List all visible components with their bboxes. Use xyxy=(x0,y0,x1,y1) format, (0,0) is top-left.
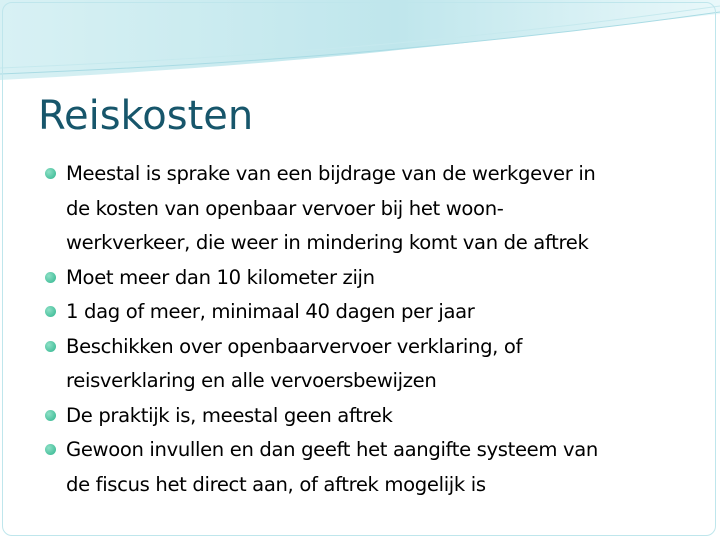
bullet-item xyxy=(42,330,682,399)
bullet-icon xyxy=(45,341,56,352)
bullet-icon xyxy=(45,410,56,421)
bullet-line: werkverkeer, die weer in mindering komt van de aftrek xyxy=(66,231,589,254)
bullet-item xyxy=(42,295,682,330)
bullet-item xyxy=(42,261,682,296)
bullet-icon xyxy=(45,444,56,455)
bullet-icon xyxy=(45,272,56,283)
bullet-line: De praktijk is, meestal geen aftrek xyxy=(66,403,393,427)
bullet-line: de fiscus het direct aan, of aftrek mogelijk is xyxy=(66,472,486,496)
bullet-icon xyxy=(45,306,56,317)
bullet-icon xyxy=(45,168,56,179)
bullet-item xyxy=(42,157,682,261)
bullet-line: reisverklaring en alle vervoersbewijzen xyxy=(66,369,437,392)
bullet-line: de kosten van openbaar vervoer bij het woon- xyxy=(66,196,504,220)
bullet-item xyxy=(42,433,682,502)
bullet-list xyxy=(42,157,682,502)
bullet-item xyxy=(42,399,682,434)
bullet-line: Gewoon invullen en dan geeft het aangifte systeem van xyxy=(66,438,598,461)
bullet-line: 1 dag of meer, minimaal 40 dagen per jaar xyxy=(66,300,475,323)
bullet-line: Moet meer dan 10 kilometer zijn xyxy=(66,265,375,289)
slide-title: Reiskosten xyxy=(38,93,254,139)
bullet-line: Meestal is sprake van een bijdrage van de werkgever in xyxy=(66,162,596,185)
bullet-line: Beschikken over openbaarvervoer verklaring, of xyxy=(66,334,523,358)
